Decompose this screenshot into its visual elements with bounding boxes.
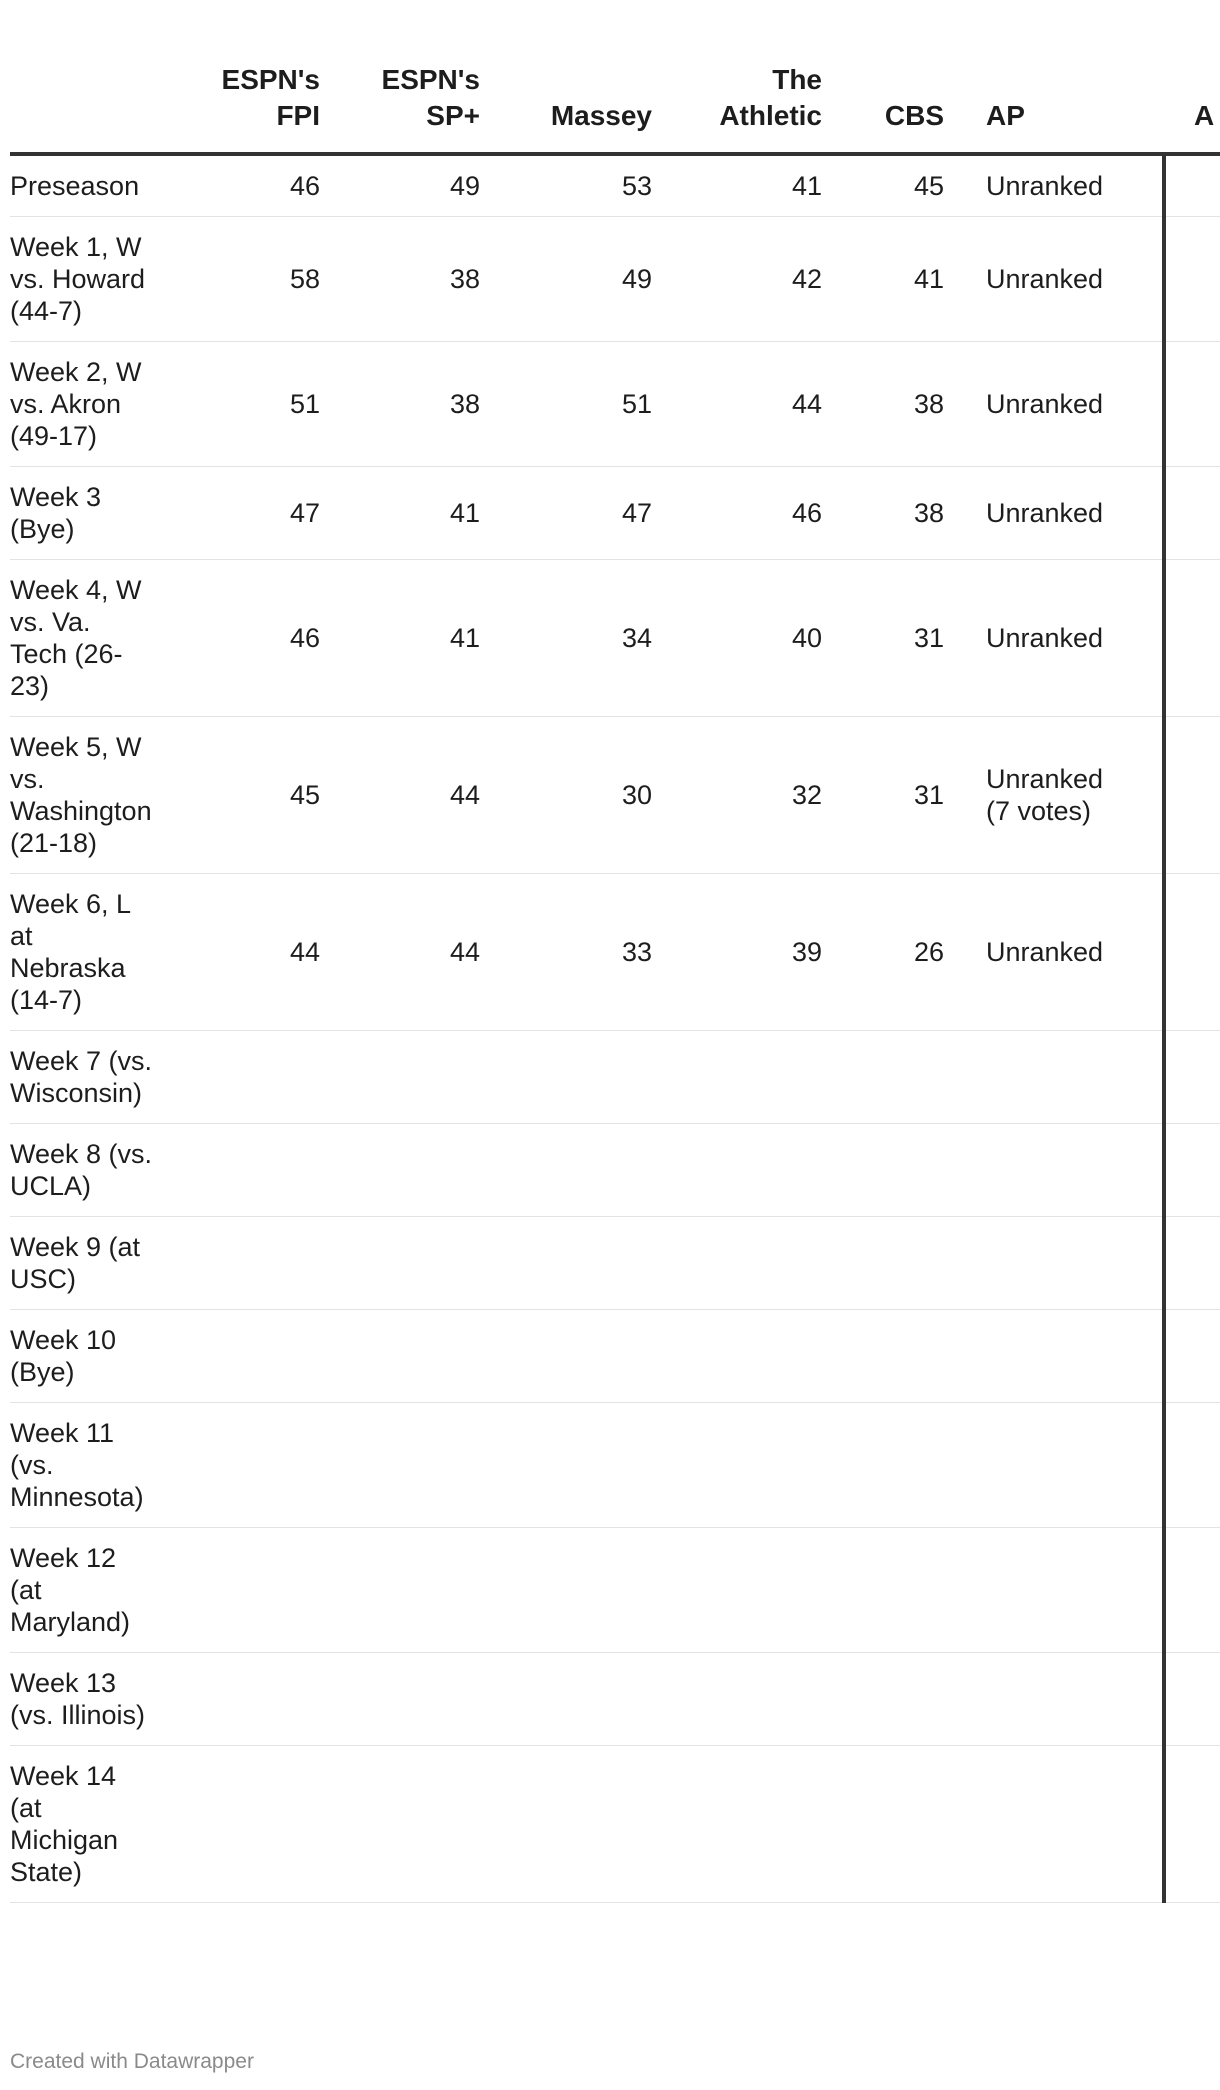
cell-massey — [480, 1124, 652, 1217]
cell-espn-fpi — [160, 1124, 320, 1217]
row-label — [10, 342, 160, 467]
cell-ap — [944, 1124, 1164, 1217]
cell-ap — [944, 1528, 1164, 1653]
cell-massey — [480, 1403, 652, 1528]
cell-espn-fpi — [160, 1746, 320, 1903]
row-label — [10, 1031, 160, 1124]
cell-the-athletic: 44 — [652, 342, 822, 467]
row-label — [10, 717, 160, 874]
text-line: (Bye) — [10, 514, 75, 544]
text-line: Wisconsin) — [10, 1078, 143, 1108]
cell-espn-fpi: 46 — [160, 560, 320, 717]
header-extra-column — [1164, 0, 1220, 154]
row-label — [10, 1124, 160, 1217]
cell-espn-fpi: 58 — [160, 217, 320, 342]
cell-ap — [944, 1031, 1164, 1124]
cell-ap: Unranked — [944, 467, 1164, 560]
text-line: Week 12 (at — [10, 1543, 117, 1605]
text-line: UCLA) — [10, 1171, 92, 1201]
text-line: Tech (26- — [10, 639, 123, 669]
text-line: Preseason — [10, 171, 140, 201]
cell-ap: Unranked — [944, 560, 1164, 717]
text-line: Week 14 (at — [10, 1761, 117, 1823]
text-line: Week 6, L — [10, 889, 132, 919]
text-line: Week 1, W — [10, 232, 142, 262]
text-line: Minnesota) — [10, 1482, 144, 1512]
cell-espn-fpi — [160, 1217, 320, 1310]
table-row — [10, 1528, 1220, 1653]
row-label — [10, 217, 160, 342]
cell-extra — [1164, 1031, 1220, 1124]
header-label-column — [10, 0, 160, 154]
cell-extra — [1164, 1310, 1220, 1403]
row-label — [10, 1310, 160, 1403]
text-line: vs. — [10, 764, 45, 794]
cell-cbs: 41 — [822, 217, 944, 342]
table-header-row — [10, 0, 1220, 154]
text-line: Week 7 (vs. — [10, 1046, 153, 1076]
row-label — [10, 467, 160, 560]
cell-espn-sp-plus: 49 — [320, 154, 480, 217]
text-line: Week 13 — [10, 1668, 117, 1698]
text-line: Maryland) — [10, 1607, 131, 1637]
cell-massey: 49 — [480, 217, 652, 342]
cell-espn-sp-plus — [320, 1310, 480, 1403]
cell-the-athletic — [652, 1124, 822, 1217]
text-line: Week 10 — [10, 1325, 117, 1355]
table-row — [10, 1653, 1220, 1746]
text-line: The — [772, 64, 822, 95]
cell-espn-sp-plus: 38 — [320, 342, 480, 467]
cell-espn-sp-plus: 44 — [320, 717, 480, 874]
cell-massey: 51 — [480, 342, 652, 467]
cell-the-athletic — [652, 1310, 822, 1403]
text-line: USC) — [10, 1264, 76, 1294]
cell-massey: 30 — [480, 717, 652, 874]
cell-ap — [944, 1310, 1164, 1403]
cell-extra — [1164, 217, 1220, 342]
row-label — [10, 1653, 160, 1746]
text-line: FPI — [276, 100, 320, 131]
cell-the-athletic — [652, 1031, 822, 1124]
cell-espn-fpi: 45 — [160, 717, 320, 874]
cell-ap — [944, 1746, 1164, 1903]
cell-extra — [1164, 154, 1220, 217]
cell-extra — [1164, 1746, 1220, 1903]
text-line: Athletic — [719, 100, 822, 131]
row-label — [10, 154, 160, 217]
cell-ap: Unranked — [944, 154, 1164, 217]
cell-cbs: 31 — [822, 717, 944, 874]
table-row — [10, 217, 1220, 342]
cell-espn-sp-plus: 44 — [320, 874, 480, 1031]
cell-the-athletic — [652, 1746, 822, 1903]
text-line: (vs. — [10, 1450, 54, 1480]
cell-cbs: 38 — [822, 467, 944, 560]
cell-massey — [480, 1310, 652, 1403]
cell-the-athletic — [652, 1403, 822, 1528]
cell-ap — [944, 1403, 1164, 1528]
cell-cbs: 38 — [822, 342, 944, 467]
text-line: SP+ — [426, 100, 480, 131]
text-line: Michigan — [10, 1825, 119, 1855]
cell-extra — [1164, 1403, 1220, 1528]
text-line: CBS — [884, 100, 944, 131]
cell-massey: 53 — [480, 154, 652, 217]
cell-espn-fpi — [160, 1403, 320, 1528]
cell-cbs — [822, 1124, 944, 1217]
cell-the-athletic: 42 — [652, 217, 822, 342]
rankings-table — [10, 0, 1220, 1903]
cell-cbs: 45 — [822, 154, 944, 217]
header-espn-fpi — [160, 0, 320, 154]
cell-espn-fpi — [160, 1528, 320, 1653]
text-line: Week 9 (at — [10, 1232, 141, 1262]
cell-massey: 47 — [480, 467, 652, 560]
cell-ap — [944, 1217, 1164, 1310]
table-row — [10, 342, 1220, 467]
cell-espn-sp-plus — [320, 1746, 480, 1903]
row-label — [10, 1403, 160, 1528]
cell-extra — [1164, 1217, 1220, 1310]
text-line: (14-7) — [10, 985, 83, 1015]
cell-ap — [944, 1653, 1164, 1746]
cell-massey — [480, 1653, 652, 1746]
cell-espn-sp-plus — [320, 1124, 480, 1217]
cell-extra — [1164, 1124, 1220, 1217]
cell-cbs — [822, 1217, 944, 1310]
cell-the-athletic: 32 — [652, 717, 822, 874]
text-line: A — [1194, 100, 1215, 131]
row-label — [10, 874, 160, 1031]
cell-extra — [1164, 560, 1220, 717]
text-line: (7 votes) — [986, 796, 1092, 826]
row-label — [10, 560, 160, 717]
cell-extra — [1164, 1653, 1220, 1746]
cell-extra — [1164, 874, 1220, 1031]
table-row — [10, 1124, 1220, 1217]
cell-massey: 34 — [480, 560, 652, 717]
cell-the-athletic: 46 — [652, 467, 822, 560]
header-the-athletic — [652, 0, 822, 154]
table-row — [10, 1310, 1220, 1403]
text-line: ESPN's — [221, 64, 320, 95]
table-row — [10, 1746, 1220, 1903]
text-line: vs. Akron — [10, 389, 122, 419]
text-line: Week 4, W — [10, 575, 142, 605]
cell-massey — [480, 1217, 652, 1310]
text-line: vs. Howard — [10, 264, 146, 294]
cell-espn-sp-plus — [320, 1653, 480, 1746]
cell-cbs — [822, 1653, 944, 1746]
table-row — [10, 560, 1220, 717]
cell-espn-fpi — [160, 1310, 320, 1403]
cell-espn-fpi — [160, 1653, 320, 1746]
text-line: Week 2, W — [10, 357, 142, 387]
text-line: Unranked — [986, 764, 1104, 794]
cell-espn-sp-plus — [320, 1403, 480, 1528]
cell-the-athletic — [652, 1653, 822, 1746]
cell-cbs: 31 — [822, 560, 944, 717]
cell-cbs — [822, 1528, 944, 1653]
cell-the-athletic: 41 — [652, 154, 822, 217]
cell-the-athletic — [652, 1217, 822, 1310]
row-label — [10, 1746, 160, 1903]
cell-ap: Unranked — [944, 874, 1164, 1031]
table-row — [10, 467, 1220, 560]
text-line: vs. Va. — [10, 607, 91, 637]
text-line: at — [10, 921, 33, 951]
header-ap — [944, 0, 1164, 154]
header-espn-sp-plus — [320, 0, 480, 154]
text-line: 23) — [10, 671, 50, 701]
text-line: Week 3 — [10, 482, 102, 512]
cell-massey — [480, 1746, 652, 1903]
table-body — [10, 154, 1220, 1903]
text-line: ESPN's — [381, 64, 480, 95]
cell-espn-fpi: 46 — [160, 154, 320, 217]
table-row — [10, 717, 1220, 874]
table-row — [10, 1031, 1220, 1124]
table-row — [10, 874, 1220, 1031]
cell-extra — [1164, 717, 1220, 874]
text-line: Massey — [550, 100, 652, 131]
cell-massey — [480, 1031, 652, 1124]
cell-massey — [480, 1528, 652, 1653]
text-line: Washington — [10, 796, 152, 826]
cell-espn-sp-plus: 41 — [320, 560, 480, 717]
text-line: (Bye) — [10, 1357, 75, 1387]
cell-cbs — [822, 1746, 944, 1903]
rankings-table-container — [10, 0, 1220, 2020]
cell-extra — [1164, 1528, 1220, 1653]
cell-cbs: 26 — [822, 874, 944, 1031]
header-cbs — [822, 0, 944, 154]
text-line: (44-7) — [10, 296, 83, 326]
cell-espn-fpi: 44 — [160, 874, 320, 1031]
cell-the-athletic: 40 — [652, 560, 822, 717]
cell-espn-sp-plus — [320, 1528, 480, 1653]
text-line: Week 8 (vs. — [10, 1139, 153, 1169]
cell-espn-sp-plus: 41 — [320, 467, 480, 560]
text-line: (vs. Illinois) — [10, 1700, 146, 1730]
row-label — [10, 1528, 160, 1653]
datawrapper-credit: Created with Datawrapper — [10, 2050, 254, 2073]
table-row — [10, 1403, 1220, 1528]
cell-the-athletic — [652, 1528, 822, 1653]
text-line: (21-18) — [10, 828, 98, 858]
cell-espn-sp-plus: 38 — [320, 217, 480, 342]
cell-extra — [1164, 342, 1220, 467]
text-line: State) — [10, 1857, 83, 1887]
cell-espn-sp-plus — [320, 1217, 480, 1310]
cell-cbs — [822, 1310, 944, 1403]
text-line: (49-17) — [10, 421, 98, 451]
text-line: Week 5, W — [10, 732, 142, 762]
cell-massey: 33 — [480, 874, 652, 1031]
cell-espn-fpi: 51 — [160, 342, 320, 467]
cell-ap: Unranked — [944, 217, 1164, 342]
cell-espn-fpi — [160, 1031, 320, 1124]
table-row — [10, 1217, 1220, 1310]
cell-espn-sp-plus — [320, 1031, 480, 1124]
cell-ap: Unranked — [944, 342, 1164, 467]
header-massey — [480, 0, 652, 154]
text-line: Week 11 — [10, 1418, 115, 1448]
text-line: Nebraska — [10, 953, 126, 983]
cell-ap — [944, 717, 1164, 874]
cell-cbs — [822, 1403, 944, 1528]
text-line: AP — [986, 100, 1025, 131]
row-label — [10, 1217, 160, 1310]
cell-espn-fpi: 47 — [160, 467, 320, 560]
table-row — [10, 154, 1220, 217]
cell-the-athletic: 39 — [652, 874, 822, 1031]
cell-cbs — [822, 1031, 944, 1124]
cell-extra — [1164, 467, 1220, 560]
